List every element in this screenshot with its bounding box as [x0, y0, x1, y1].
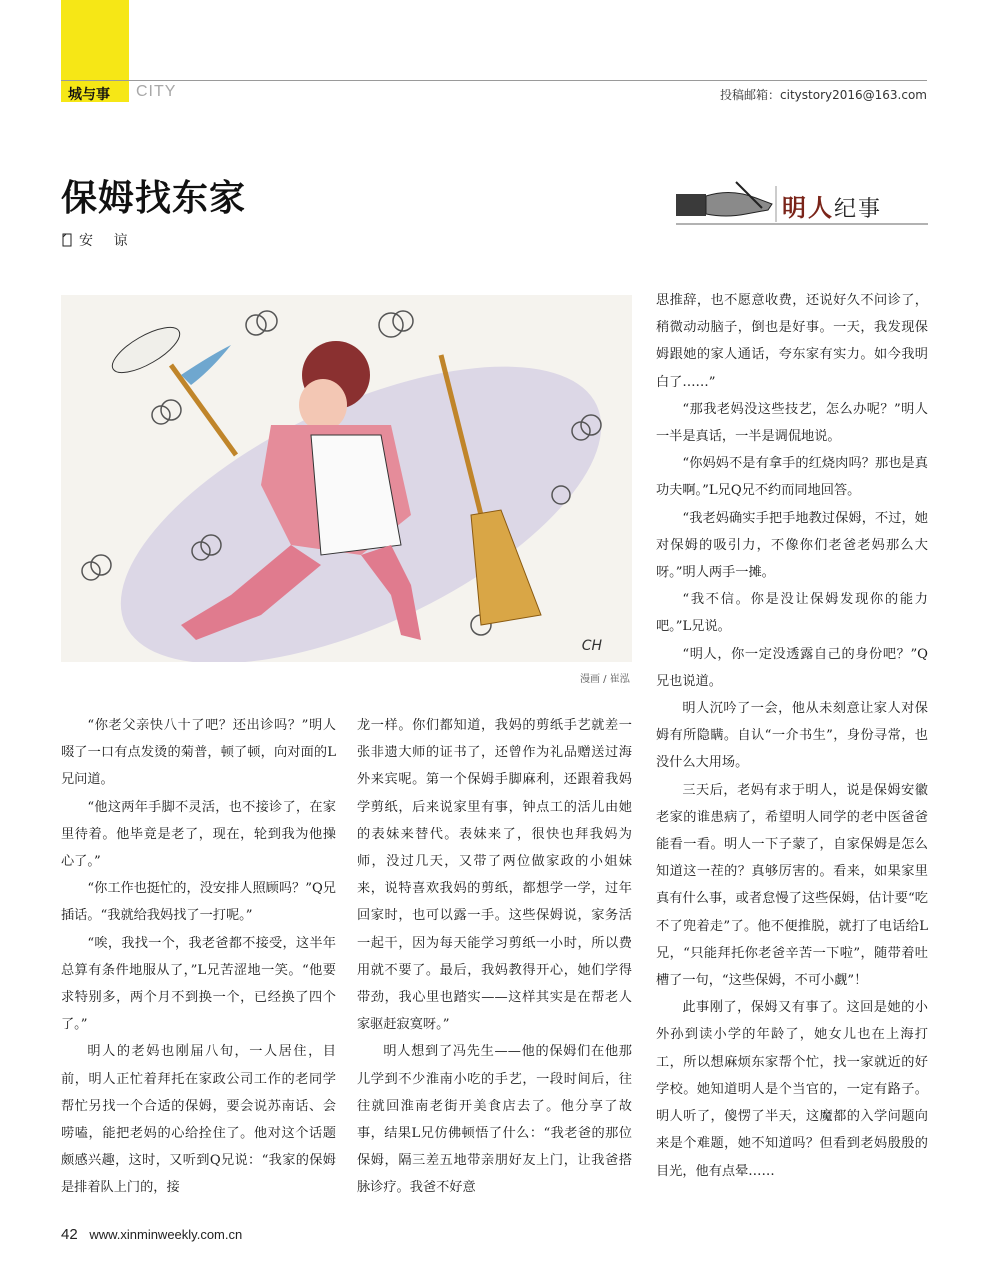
paragraph: 龙一样。你们都知道，我妈的剪纸手艺就差一张非遗大师的证书了，还曾作为礼品赠送过海外来宾呢。第一个保姆手脚麻利，还跟着我妈学剪纸，后来说家里有事，钟点工的活儿由她的表妹来替代。表妹来了，很快也拜我妈为师，没过几天，又带了两位做家政的小姐妹来，说特喜欢我妈的剪纸，都想学一学，过年回家时，也可以露一手。这些保姆说，家务活一起干，因为每天能学习剪纸一小时，所以费用就不要了。最后，我妈教得开心，她们学得带劲，我心里也踏实——这样其实是在帮老人家驱赶寂寞呀。”	[357, 718, 632, 1033]
text-column-2	[357, 712, 632, 1202]
column-logo	[676, 178, 928, 234]
contribute-email: 投稿邮箱：citystory2016@163.com	[720, 88, 927, 102]
page-number: 42	[61, 1226, 78, 1243]
paragraph: “唉，我找一个，我老爸都不接受，这半年总算有条件地服从了，”L兄苦涩地一笑。“他要求特别多，两个月不到换一个，已经换了四个了。”	[61, 935, 336, 1033]
section-label: 城与事	[68, 87, 110, 103]
text-column-1	[61, 712, 336, 1202]
column-suffix: 纪事	[834, 197, 883, 222]
paragraph: “我老妈确实手把手地教过保姆，不过，她对保姆的吸引力，不像你们老爸老妈那么大呀。”明人两手一摊。	[656, 510, 928, 581]
paragraph: “你老父亲快八十了吧？还出诊吗？”明人啜了一口有点发烫的菊普，顿了顿，向对面的L兄问道。	[61, 718, 336, 788]
illustration-caption: 漫画 / 崔泓	[580, 674, 630, 685]
section-label-en: CITY	[136, 83, 177, 100]
paragraph: “你工作也挺忙的，没安排人照顾吗？”Q兄插话。“我就给我妈找了一打呢。”	[61, 881, 336, 924]
paragraph: “那我老妈没这些技艺，怎么办呢？”明人一半是真话，一半是调侃地说。	[656, 401, 928, 445]
paragraph: 明人沉吟了一会，他从未刻意让家人对保姆有所隐瞒。自认“一介书生”，身份寻常，也没什么大用场。	[656, 701, 928, 771]
paragraph: 思推辞，也不愿意收费，还说好久不问诊了，稍微动动脑子，倒也是好事。一天，我发现保姆跟她的家人通话，夸东家有实力。如今我明白了……”	[656, 293, 928, 390]
paragraph: 明人的老妈也刚届八旬，一人居住，目前，明人正忙着拜托在家政公司工作的老同学帮忙另找一个合适的保姆，要会说苏南话、会唠嗑，能把老妈的心给拴住了。他对这个话题颇感兴趣，这时，又听到Q兄说：“我家的保姆是排着队上门的，接	[61, 1044, 336, 1196]
byline	[61, 230, 135, 250]
paragraph: “明人，你一定没透露自己的身份吧？”Q兄也说道。	[656, 646, 928, 689]
header-rule	[61, 80, 927, 81]
paragraph: 明人想到了冯先生——他的保姆们在他那儿学到不少淮南小吃的手艺，一段时间后，往往就回淮南老街开美食店去了。他分享了故事，结果L兄仿佛顿悟了什么：“我老爸的那位保姆，隔三差五地带亲朋好友上门，让我爸搭脉诊疗。我爸不好意	[357, 1044, 632, 1196]
text-column-3	[656, 287, 928, 1185]
paragraph: 三天后，老妈有求于明人，说是保姆安徽老家的谁患病了，希望明人同学的老中医爸爸能看一看。明人一下子蒙了，自家保姆是怎么知道这一茬的？真够厉害的。看来，如果家里真有什么事，或者怠慢了这些保姆，估计要“吃不了兜着走”了。他不便推脱，就打了电话给L兄，“只能拜托你老爸辛苦一下啦”，随带着吐槽了一句，“这些保姆，不可小觑”！	[656, 782, 928, 989]
illustrator-signature: CH	[581, 638, 602, 654]
paragraph: “他这两年手脚不灵活，也不接诊了，在家里待着。他毕竟是老了，现在，轮到我为他操心了。”	[61, 799, 336, 870]
column-name: 明人	[782, 193, 834, 222]
column-title	[782, 188, 882, 223]
website-url: www.xinminweekly.com.cn	[89, 1227, 243, 1242]
page-footer	[61, 1226, 242, 1243]
pen-icon	[61, 233, 73, 247]
paragraph: “你妈妈不是有拿手的红烧肉吗？那也是真功夫啊。”L兄Q兄不约而同地回答。	[656, 456, 928, 499]
paragraph: 此事刚了，保姆又有事了。这回是她的小外孙到读小学的年龄了，她女儿也在上海打工，所以想麻烦东家帮个忙，找一家就近的好学校。她知道明人是个当官的，一定有路子。明人听了，傻愣了半天，这魔都的入学问题向来是个难题，她不知道吗？但看到老妈殷殷的目光，他有点晕……	[656, 1000, 928, 1179]
article-title: 保姆找东家	[61, 178, 247, 219]
paragraph: “我不信。你是没让保姆发现你的能力吧。”L兄说。	[656, 592, 928, 635]
cartoon-illustration	[61, 295, 632, 662]
author-name: 安 谅	[79, 233, 136, 249]
